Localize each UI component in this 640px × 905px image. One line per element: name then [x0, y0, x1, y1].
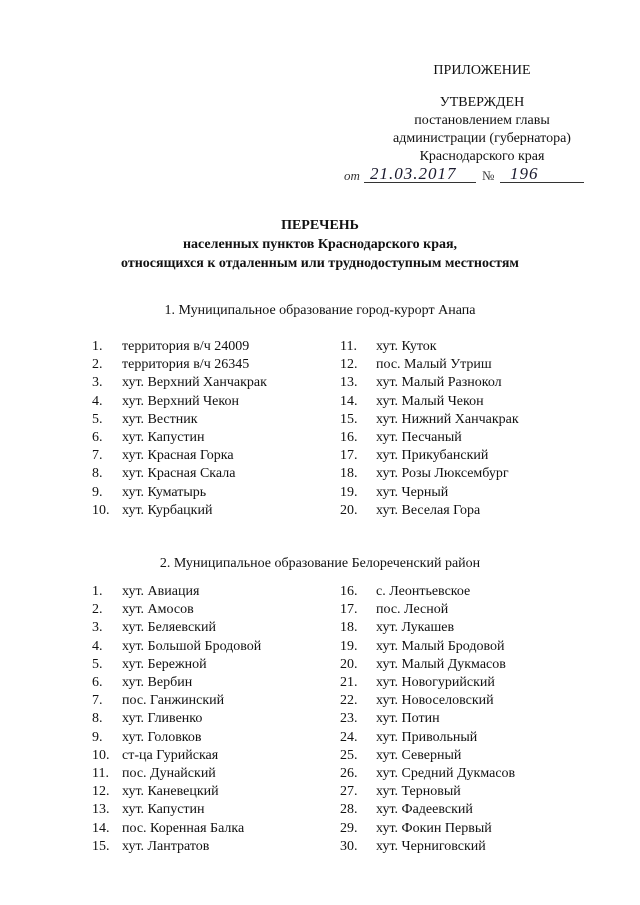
- list-item-number: 22.: [340, 693, 358, 709]
- approval-line-1: постановлением главы: [414, 113, 550, 128]
- list-item: [92, 710, 261, 728]
- list-item-name: хут. Верхний Ханчакрак: [122, 375, 267, 391]
- list-item: [340, 674, 515, 692]
- list-item: [340, 801, 515, 819]
- list-item: [92, 783, 261, 801]
- list-item-name: хут. Красная Горка: [122, 448, 234, 464]
- list-item-number: 21.: [340, 675, 358, 691]
- list-item: [92, 356, 267, 374]
- list-item-name: хут. Капустин: [122, 802, 205, 818]
- list-item: [92, 393, 267, 411]
- list-item-number: 17.: [340, 602, 358, 618]
- list-item: [340, 393, 519, 411]
- list-item-number: 25.: [340, 747, 358, 763]
- list-item: [340, 374, 519, 392]
- list-item-name: хут. Прикубанский: [376, 448, 489, 464]
- list-item-number: 19.: [340, 484, 358, 500]
- list-item-name: хут. Большой Бродовой: [122, 638, 262, 654]
- list-item-name: хут. Новоселовский: [376, 693, 494, 709]
- list-item-number: 2.: [92, 357, 103, 373]
- list-item-name: хут. Авиация: [122, 584, 200, 599]
- list-item: [340, 747, 515, 765]
- list-item-name: хут. Песчаный: [376, 430, 462, 446]
- list-item: [92, 747, 261, 765]
- list-item-number: 10.: [92, 502, 110, 518]
- list-item: [340, 601, 515, 619]
- list-item: [340, 692, 515, 710]
- list-item-number: 3.: [92, 375, 103, 391]
- list-item-number: 8.: [92, 466, 103, 482]
- list-item-number: 15.: [92, 838, 110, 854]
- list-item: [340, 783, 515, 801]
- list-item-number: 9.: [92, 729, 103, 745]
- list-item-number: 15.: [340, 411, 358, 427]
- decree-date-number: [344, 164, 589, 186]
- list-item-name: хут. Северный: [376, 747, 462, 763]
- list-item-number: 29.: [340, 820, 358, 836]
- list-item-name: хут. Головков: [122, 729, 202, 745]
- list-item-number: 20.: [340, 656, 358, 672]
- list-item-number: 27.: [340, 784, 358, 800]
- appendix-label: ПРИЛОЖЕНИЕ: [433, 63, 531, 78]
- list-item-number: 12.: [340, 357, 358, 373]
- list-item-name: хут. Каневецкий: [122, 784, 219, 800]
- list-item-number: 6.: [92, 430, 103, 446]
- list-item-number: 10.: [92, 747, 110, 763]
- list-item-name: хут. Куматырь: [122, 484, 207, 500]
- list-item: [92, 656, 261, 674]
- list-item-name: хут. Лантратов: [122, 838, 210, 854]
- list-item-number: 19.: [340, 638, 358, 654]
- list-item-number: 1.: [92, 339, 103, 354]
- list-item-number: 17.: [340, 448, 358, 464]
- list-item-name: хут. Капустин: [122, 430, 205, 446]
- list-item-number: 4.: [92, 393, 103, 409]
- list-item-name: хут. Амосов: [122, 602, 194, 618]
- list-item: [92, 465, 267, 483]
- list-item-number: 4.: [92, 638, 103, 654]
- title-sub-1: населенных пунктов Краснодарского края,: [182, 237, 458, 252]
- section-2-left-list: [92, 583, 261, 856]
- decree-number: 196: [510, 164, 539, 183]
- list-item-name: территория в/ч 24009: [122, 339, 250, 354]
- list-item-name: хут. Веселая Гора: [376, 502, 481, 518]
- list-item-number: 18.: [340, 620, 358, 636]
- list-item-name: хут. Малый Дукмасов: [376, 656, 506, 672]
- approval-line-2: администрации (губернатора): [393, 131, 571, 146]
- list-item-name: хут. Терновый: [376, 784, 461, 800]
- list-item-number: 20.: [340, 502, 358, 518]
- list-item-name: пос. Лесной: [376, 602, 449, 618]
- list-item: [92, 583, 261, 601]
- list-item: [340, 484, 519, 502]
- list-item: [340, 820, 515, 838]
- list-item: [92, 374, 267, 392]
- list-item: [92, 411, 267, 429]
- list-item-name: с. Леонтьевское: [376, 584, 471, 599]
- list-item-name: хут. Фадеевский: [376, 802, 473, 818]
- number-label: №: [482, 168, 495, 183]
- list-item: [92, 484, 267, 502]
- list-item-number: 28.: [340, 802, 358, 818]
- list-item-number: 7.: [92, 693, 103, 709]
- list-item-name: пос. Ганжинский: [122, 693, 225, 709]
- list-item-name: ст-ца Гурийская: [122, 747, 219, 763]
- list-item: [92, 729, 261, 747]
- list-item: [340, 429, 519, 447]
- list-item-name: хут. Вербин: [122, 675, 193, 691]
- list-item: [340, 656, 515, 674]
- list-item-name: хут. Нижний Ханчакрак: [376, 411, 519, 427]
- list-item-name: пос. Малый Утриш: [376, 357, 492, 373]
- section-heading-belorechensky: 2. Муниципальное образование Белореченский район: [159, 556, 481, 571]
- list-item-number: 5.: [92, 656, 103, 672]
- list-item-number: 2.: [92, 602, 103, 618]
- list-item-name: хут. Малый Чекон: [376, 393, 484, 409]
- list-item: [340, 765, 515, 783]
- list-item: [92, 765, 261, 783]
- list-item: [340, 502, 519, 520]
- list-item-number: 18.: [340, 466, 358, 482]
- list-item-number: 16.: [340, 584, 358, 599]
- list-item-name: хут. Гливенко: [122, 711, 203, 727]
- section-1-left-list: [92, 338, 267, 520]
- list-item: [92, 820, 261, 838]
- list-item-number: 16.: [340, 430, 358, 446]
- list-item-name: хут. Верхний Чекон: [122, 393, 239, 409]
- list-item-number: 11.: [340, 339, 357, 354]
- list-item: [340, 729, 515, 747]
- list-item-name: хут. Фокин Первый: [376, 820, 492, 836]
- list-item-name: хут. Черный: [376, 484, 449, 500]
- list-item-name: хут. Куток: [376, 339, 437, 354]
- list-item-number: 13.: [92, 802, 110, 818]
- list-item-number: 8.: [92, 711, 103, 727]
- list-item-number: 26.: [340, 766, 358, 782]
- list-item: [340, 619, 515, 637]
- list-item-number: 7.: [92, 448, 103, 464]
- list-item-number: 1.: [92, 584, 103, 599]
- list-item-name: хут. Курбацкий: [122, 502, 213, 518]
- list-item-number: 13.: [340, 375, 358, 391]
- list-item: [92, 429, 267, 447]
- list-item: [340, 638, 515, 656]
- list-item: [92, 338, 267, 356]
- section-heading-anapa: 1. Муниципальное образование город-курорт Анапа: [164, 303, 476, 318]
- list-item: [92, 638, 261, 656]
- list-item: [92, 619, 261, 637]
- list-item-name: хут. Малый Разнокол: [376, 375, 502, 391]
- list-item-name: хут. Новогурийский: [376, 675, 495, 691]
- list-item-name: хут. Черниговский: [376, 838, 486, 854]
- list-item-number: 24.: [340, 729, 358, 745]
- list-item: [92, 502, 267, 520]
- title-main: ПЕРЕЧЕНЬ: [281, 218, 359, 233]
- approval-line-3: Краснодарского края: [419, 149, 545, 164]
- document-title: [0, 216, 640, 273]
- list-item-name: хут. Розы Люксембург: [376, 466, 509, 482]
- list-item-name: хут. Беляевский: [122, 620, 216, 636]
- list-item: [92, 447, 267, 465]
- section-2-right-list: [340, 583, 515, 856]
- list-item: [340, 710, 515, 728]
- list-item: [92, 674, 261, 692]
- from-label: от: [344, 168, 360, 183]
- list-item: [340, 338, 519, 356]
- list-item-name: хут. Потин: [376, 711, 440, 727]
- list-item-number: 5.: [92, 411, 103, 427]
- list-item: [340, 838, 515, 856]
- list-item-number: 6.: [92, 675, 103, 691]
- list-item-name: хут. Бережной: [122, 656, 207, 672]
- decree-date: 21.03.2017: [370, 164, 457, 183]
- list-item: [340, 356, 519, 374]
- list-item-name: хут. Красная Скала: [122, 466, 236, 482]
- list-item-number: 14.: [92, 820, 110, 836]
- section-1-right-list: [340, 338, 519, 520]
- list-item-number: 23.: [340, 711, 358, 727]
- list-item: [340, 465, 519, 483]
- approval-header: [372, 62, 592, 166]
- list-item: [92, 838, 261, 856]
- list-item-number: 12.: [92, 784, 110, 800]
- list-item-name: хут. Средний Дукмасов: [376, 766, 516, 782]
- list-item-number: 30.: [340, 838, 358, 854]
- list-item-name: хут. Лукашев: [376, 620, 455, 636]
- list-item: [340, 447, 519, 465]
- list-item-number: 11.: [92, 766, 109, 782]
- list-item-name: территория в/ч 26345: [122, 357, 250, 373]
- list-item: [340, 411, 519, 429]
- list-item: [92, 801, 261, 819]
- list-item-name: хут. Вестник: [122, 411, 198, 427]
- title-sub-2: относящихся к отдаленным или труднодоступным местностям: [121, 256, 519, 271]
- list-item: [92, 692, 261, 710]
- list-item: [92, 601, 261, 619]
- list-item-name: хут. Малый Бродовой: [376, 638, 505, 654]
- list-item-number: 3.: [92, 620, 103, 636]
- approved-label: УТВЕРЖДЕН: [439, 95, 525, 110]
- list-item-name: хут. Привольный: [376, 729, 478, 745]
- list-item-number: 9.: [92, 484, 103, 500]
- list-item-name: пос. Дунайский: [122, 766, 216, 782]
- list-item: [340, 583, 515, 601]
- list-item-number: 14.: [340, 393, 358, 409]
- list-item-name: пос. Коренная Балка: [122, 820, 245, 836]
